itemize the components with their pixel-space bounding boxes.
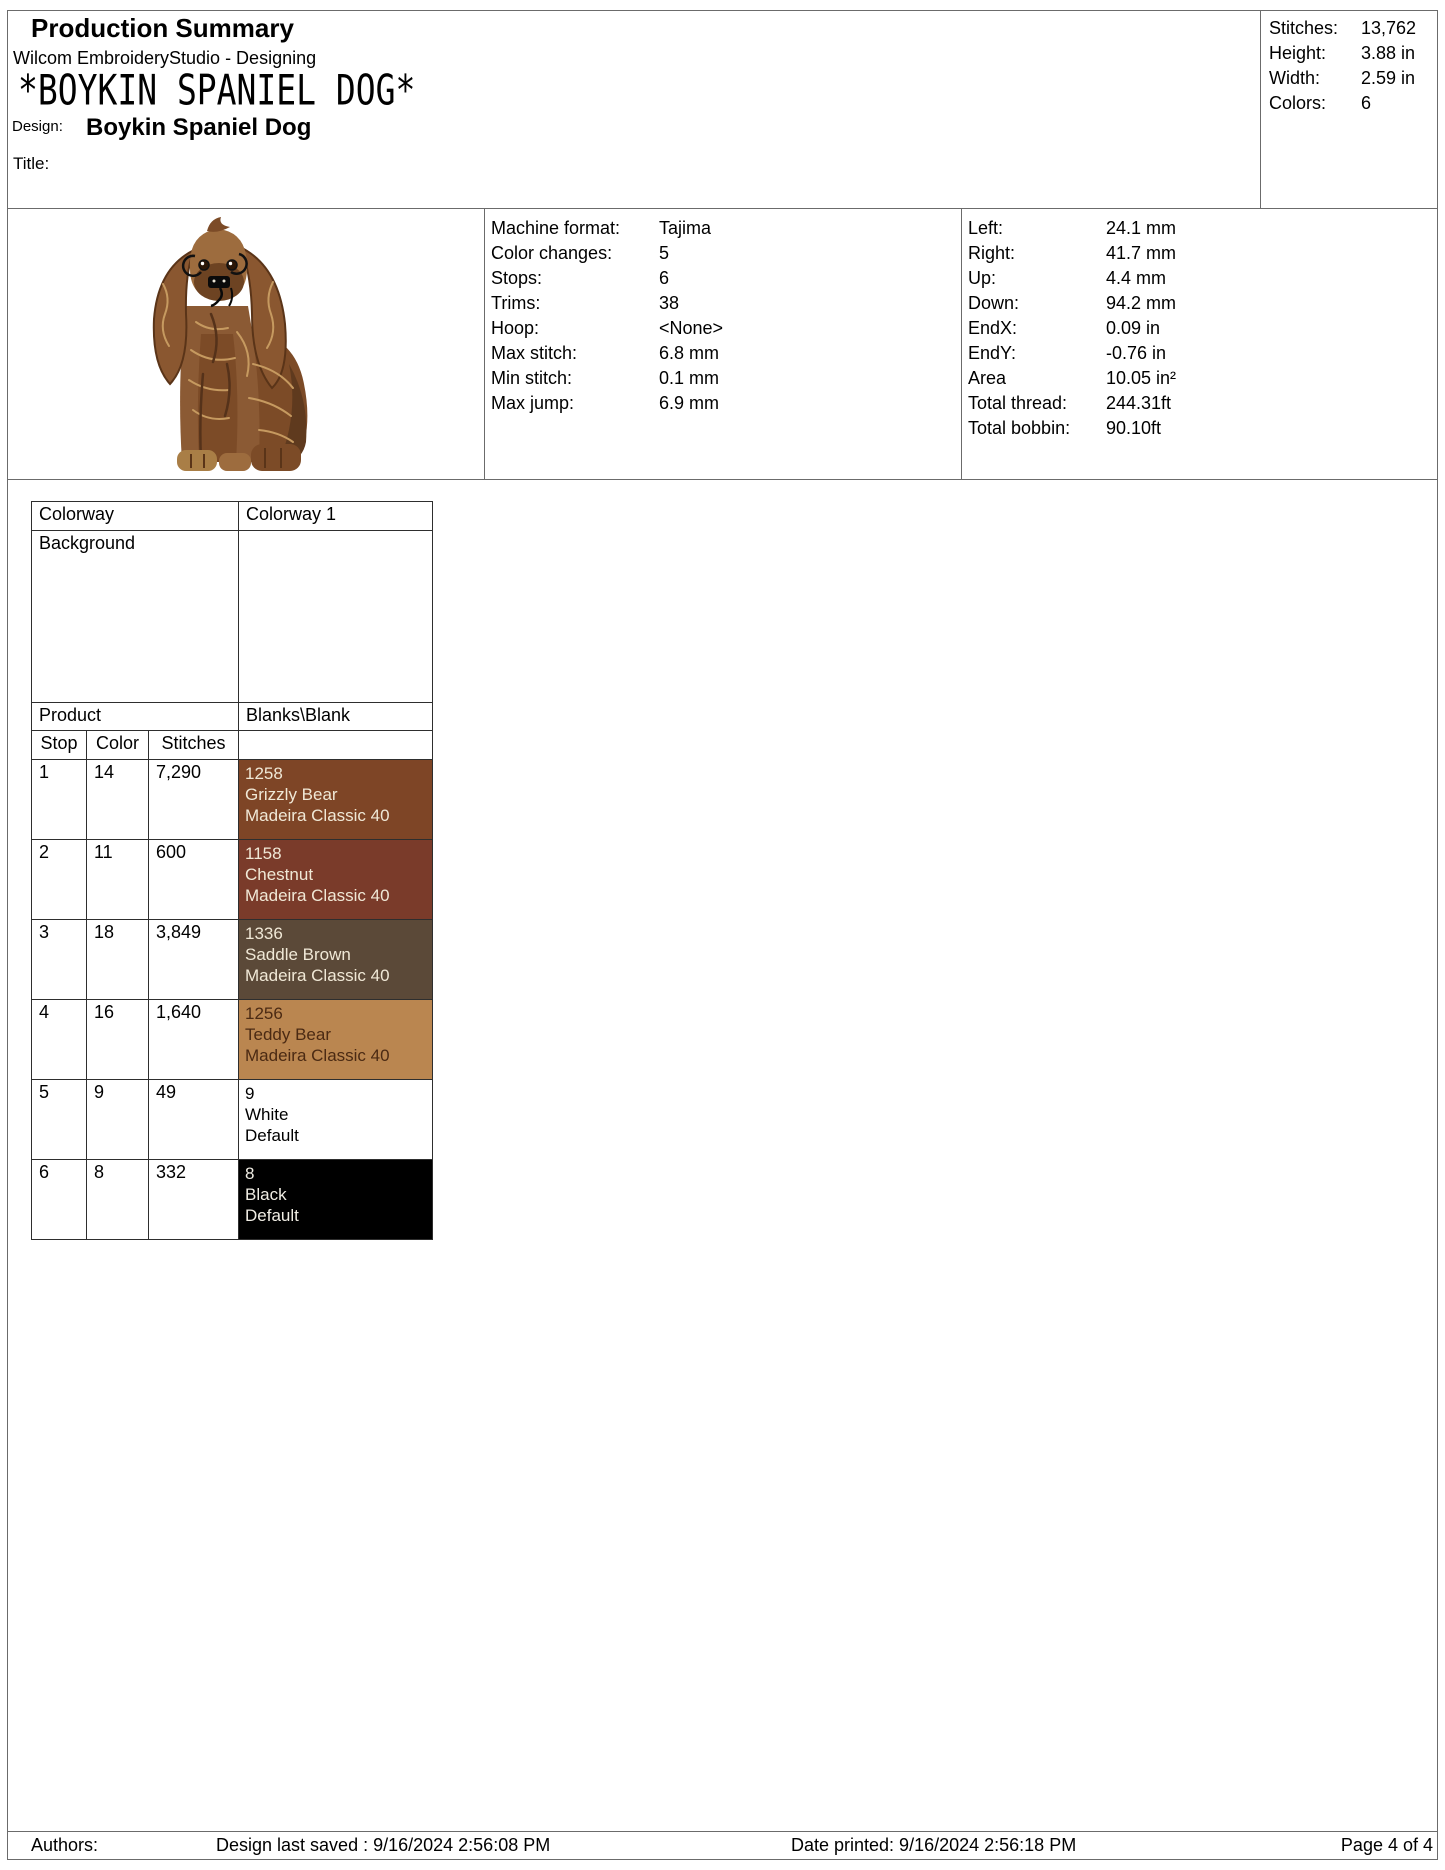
thread-swatch bbox=[239, 1080, 432, 1159]
colorway-value: Colorway 1 bbox=[246, 504, 337, 524]
page-title: Production Summary bbox=[31, 13, 294, 43]
stat-width bbox=[1269, 66, 1437, 91]
thread-swatch bbox=[239, 760, 432, 839]
info-label: Total thread: bbox=[968, 393, 1068, 413]
thread-code: 1256 bbox=[245, 1004, 283, 1023]
thread-cell bbox=[239, 920, 432, 999]
product-label: Product bbox=[32, 703, 239, 730]
info-value: 6.9 mm bbox=[659, 393, 720, 413]
thread-code: 1336 bbox=[245, 924, 283, 943]
stat-value: 6 bbox=[1361, 93, 1372, 113]
info-row bbox=[968, 291, 1176, 316]
stitches-cell: 3,849 bbox=[149, 920, 239, 999]
position-info-list bbox=[968, 216, 1176, 441]
thread-brand: Madeira Classic 40 bbox=[245, 886, 390, 905]
embroidery-preview-image bbox=[141, 214, 316, 472]
stop-cell: 3 bbox=[32, 920, 87, 999]
stop-cell: 2 bbox=[32, 840, 87, 919]
info-row bbox=[491, 291, 723, 316]
info-label: EndY: bbox=[968, 343, 1017, 363]
table-row bbox=[32, 759, 432, 839]
thread-swatch bbox=[239, 1160, 432, 1239]
stat-value: 3.88 in bbox=[1361, 43, 1416, 63]
thread-cell bbox=[239, 760, 432, 839]
info-row bbox=[491, 241, 723, 266]
thread-cell bbox=[239, 1080, 432, 1159]
thread-brand: Default bbox=[245, 1206, 299, 1225]
design-name: Boykin Spaniel Dog bbox=[86, 114, 312, 141]
thread-code: 8 bbox=[245, 1164, 255, 1183]
column-header-stop: Stop bbox=[32, 731, 87, 759]
color-cell: 11 bbox=[87, 840, 149, 919]
info-value: 90.10ft bbox=[1106, 418, 1162, 438]
thread-swatch bbox=[239, 920, 432, 999]
info-label: Min stitch: bbox=[491, 368, 573, 388]
info-value: 41.7 mm bbox=[1106, 243, 1177, 263]
info-value: 244.31ft bbox=[1106, 393, 1172, 413]
info-value: 94.2 mm bbox=[1106, 293, 1177, 313]
info-row bbox=[968, 341, 1176, 366]
info-row bbox=[968, 316, 1176, 341]
thread-code: 1158 bbox=[245, 844, 282, 863]
thread-cell bbox=[239, 1000, 432, 1079]
stat-height bbox=[1269, 41, 1437, 66]
info-row bbox=[491, 391, 723, 416]
thread-name: Saddle Brown bbox=[245, 945, 351, 964]
stitches-cell: 7,290 bbox=[149, 760, 239, 839]
background-swatch bbox=[239, 531, 432, 702]
design-display-name: *BOYKIN SPANIEL DOG* bbox=[18, 65, 416, 115]
info-value: 0.09 in bbox=[1106, 318, 1161, 338]
thread-swatch bbox=[239, 1000, 432, 1079]
colorway-label: Colorway bbox=[32, 502, 239, 530]
info-value: 5 bbox=[659, 243, 670, 263]
design-label: Design: bbox=[12, 118, 63, 135]
stop-cell: 5 bbox=[32, 1080, 87, 1159]
info-value: 38 bbox=[659, 293, 680, 313]
design-stats-box bbox=[1260, 11, 1437, 208]
info-label: Stops: bbox=[491, 268, 543, 288]
table-row bbox=[32, 1079, 432, 1159]
divider bbox=[961, 209, 962, 479]
color-cell: 18 bbox=[87, 920, 149, 999]
info-row bbox=[968, 241, 1176, 266]
info-value: -0.76 in bbox=[1106, 343, 1167, 363]
info-row bbox=[968, 216, 1176, 241]
thread-name: Teddy Bear bbox=[245, 1025, 331, 1044]
thread-brand: Madeira Classic 40 bbox=[245, 966, 390, 985]
info-value: 6.8 mm bbox=[659, 343, 720, 363]
info-row bbox=[491, 216, 723, 241]
column-header-color: Color bbox=[87, 731, 149, 759]
info-row bbox=[491, 316, 723, 341]
thread-brand: Madeira Classic 40 bbox=[245, 806, 390, 825]
color-cell: 14 bbox=[87, 760, 149, 839]
thread-code: 1258 bbox=[245, 764, 283, 783]
info-row bbox=[491, 266, 723, 291]
stat-label: Stitches: bbox=[1269, 18, 1339, 38]
info-value: 6 bbox=[659, 268, 670, 288]
app-name: Wilcom EmbroideryStudio - Designing bbox=[13, 48, 317, 68]
table-row bbox=[32, 919, 432, 999]
stat-value: 13,762 bbox=[1361, 18, 1417, 38]
info-row bbox=[968, 366, 1176, 391]
info-row bbox=[968, 391, 1176, 416]
stitches-cell: 1,640 bbox=[149, 1000, 239, 1079]
colorway-header-row bbox=[32, 502, 432, 530]
stitches-cell: 332 bbox=[149, 1160, 239, 1239]
title-label: Title: bbox=[13, 154, 50, 173]
thread-name: Grizzly Bear bbox=[245, 785, 338, 804]
info-value: 4.4 mm bbox=[1106, 268, 1167, 288]
background-label: Background bbox=[32, 531, 239, 702]
info-label: Up: bbox=[968, 268, 997, 288]
info-label: Right: bbox=[968, 243, 1016, 263]
column-header-row bbox=[32, 730, 432, 759]
thread-code: 9 bbox=[245, 1084, 255, 1103]
stat-label: Width: bbox=[1269, 68, 1321, 88]
thread-name: Black bbox=[245, 1185, 287, 1204]
column-header-stitches: Stitches bbox=[149, 731, 239, 759]
thread-name: Chestnut bbox=[245, 865, 314, 884]
info-label: Color changes: bbox=[491, 243, 613, 263]
stop-cell: 4 bbox=[32, 1000, 87, 1079]
stitches-cell: 600 bbox=[149, 840, 239, 919]
info-row bbox=[968, 266, 1176, 291]
color-cell: 16 bbox=[87, 1000, 149, 1079]
table-row bbox=[32, 1159, 432, 1239]
info-row bbox=[968, 416, 1176, 441]
page-number: Page 4 of 4 bbox=[1340, 1835, 1433, 1855]
info-label: Max jump: bbox=[491, 393, 575, 413]
info-value: 0.1 mm bbox=[659, 368, 720, 388]
info-label: Down: bbox=[968, 293, 1020, 313]
machine-info-list bbox=[491, 216, 723, 416]
thread-brand: Madeira Classic 40 bbox=[245, 1046, 390, 1065]
color-cell: 8 bbox=[87, 1160, 149, 1239]
info-value: 24.1 mm bbox=[1106, 218, 1177, 238]
info-label: Machine format: bbox=[491, 218, 621, 238]
last-saved-text: Design last saved : 9/16/2024 2:56:08 PM bbox=[216, 1835, 551, 1855]
divider bbox=[484, 209, 485, 479]
thread-name: White bbox=[245, 1105, 289, 1124]
info-row bbox=[491, 366, 723, 391]
info-value: <None> bbox=[659, 318, 724, 338]
date-printed-text: Date printed: 9/16/2024 2:56:18 PM bbox=[791, 1835, 1077, 1855]
thread-cell bbox=[239, 1160, 432, 1239]
info-row bbox=[491, 341, 723, 366]
stop-cell: 6 bbox=[32, 1160, 87, 1239]
stat-value: 2.59 in bbox=[1361, 68, 1416, 88]
info-label: EndX: bbox=[968, 318, 1018, 338]
report-footer bbox=[8, 1831, 1437, 1859]
stat-label: Colors: bbox=[1269, 93, 1327, 113]
design-info-band bbox=[8, 209, 1437, 480]
thread-cell bbox=[239, 840, 432, 919]
thread-brand: Default bbox=[245, 1126, 299, 1145]
stat-label: Height: bbox=[1269, 43, 1327, 63]
info-value: 10.05 in² bbox=[1106, 368, 1177, 388]
product-row bbox=[32, 702, 432, 730]
info-label: Max stitch: bbox=[491, 343, 578, 363]
report-header bbox=[8, 11, 1437, 209]
background-row bbox=[32, 530, 432, 702]
info-label: Trims: bbox=[491, 293, 541, 313]
table-row bbox=[32, 839, 432, 919]
info-label: Total bobbin: bbox=[968, 418, 1071, 438]
info-label: Left: bbox=[968, 218, 1004, 238]
stitches-cell: 49 bbox=[149, 1080, 239, 1159]
info-label: Hoop: bbox=[491, 318, 540, 338]
stop-cell: 1 bbox=[32, 760, 87, 839]
color-cell: 9 bbox=[87, 1080, 149, 1159]
stat-stitches bbox=[1269, 16, 1437, 41]
page-frame bbox=[7, 10, 1438, 1860]
product-value: Blanks\Blank bbox=[246, 705, 351, 725]
info-label: Area bbox=[968, 368, 1007, 388]
colorway-table bbox=[31, 501, 433, 1240]
column-header-thread bbox=[239, 731, 432, 759]
thread-swatch bbox=[239, 840, 432, 919]
stat-colors bbox=[1269, 91, 1437, 116]
authors-label: Authors: bbox=[31, 1835, 99, 1855]
info-value: Tajima bbox=[659, 218, 712, 238]
table-row bbox=[32, 999, 432, 1079]
